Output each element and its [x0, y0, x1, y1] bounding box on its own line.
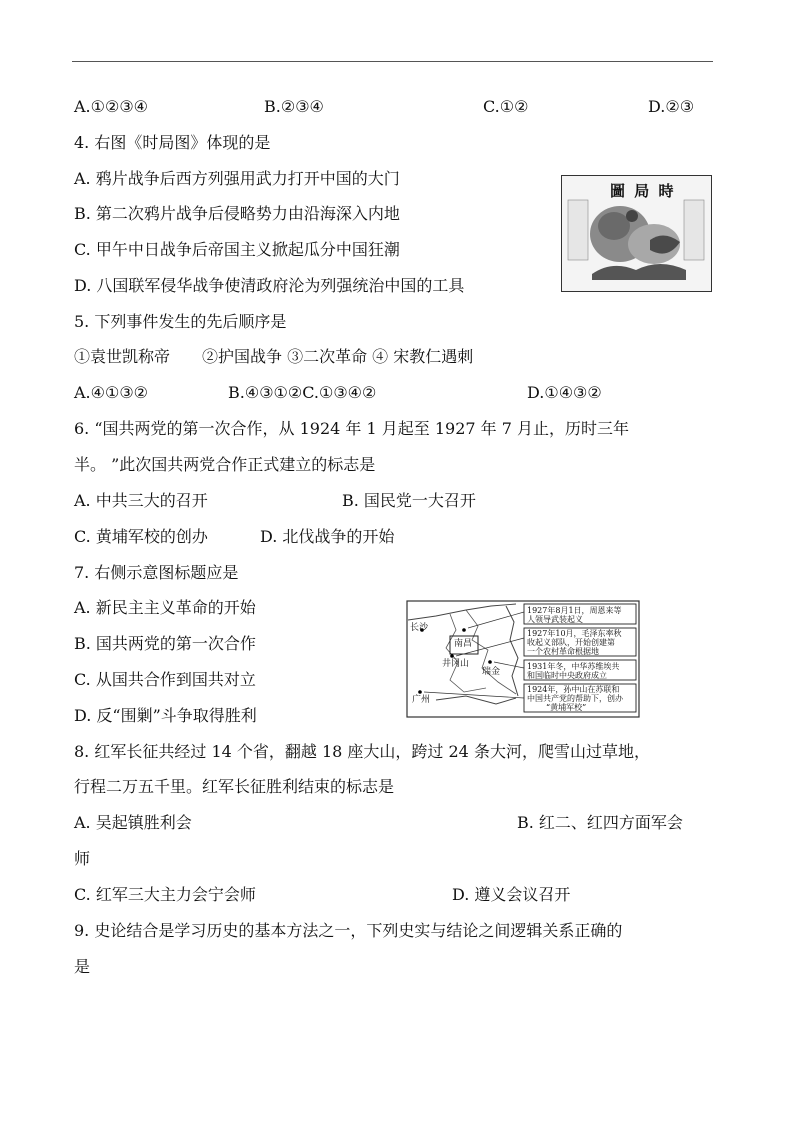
map-note-2-line1: 1927年10月，毛泽东率秋	[527, 629, 622, 638]
map-note-4-line1: 1924年，孙中山在苏联和	[527, 685, 620, 694]
map-note-1-line1: 1927年8月1日，周恩来等	[527, 606, 622, 615]
map-note-3-line1: 1931年冬，中华苏维埃共	[527, 662, 620, 671]
q6-option-d: D. 北伐战争的开始	[260, 527, 395, 546]
q7-option-c: C. 从国共合作到国共对立	[74, 670, 256, 689]
q8-stem-line1: 8. 红军长征共经过 14 个省，翻越 18 座大山，跨过 24 条大河，爬雪山过草地，	[74, 742, 650, 761]
map-city-guangzhou: 广州	[412, 695, 431, 705]
q3-option-d: D.②③	[648, 97, 695, 116]
q6-option-a: A. 中共三大的召开	[74, 491, 208, 510]
q5-options-abc: A.④①③② B.④③①②C.①③④②	[74, 383, 377, 402]
q8-stem-line2: 行程二万五千里。红军长征胜利结束的标志是	[74, 777, 395, 796]
cartoon-illustration	[562, 176, 711, 291]
q3-option-a: A.①②③④	[74, 97, 149, 116]
q6-option-c: C. 黄埔军校的创办	[74, 527, 208, 546]
revolution-map	[406, 600, 640, 718]
cartoon-title: 圖 局 時	[610, 182, 676, 200]
q6-option-b: B. 国民党一大召开	[342, 491, 476, 510]
q8-option-a: A. 吴起镇胜利会	[74, 813, 192, 832]
shiju-cartoon-image	[561, 175, 712, 292]
map-city-nanchang: 南昌	[454, 639, 473, 649]
q8-option-b-wrap: 师	[74, 849, 91, 868]
q3-option-c: C.①②	[483, 97, 529, 116]
map-note-4-line2: 中国共产党的帮助下，创办	[527, 694, 623, 703]
q8-option-c: C. 红军三大主力会宁会师	[74, 885, 256, 904]
q9-stem-line1: 9. 史论结合是学习历史的基本方法之一，下列史实与结论之间逻辑关系正确的	[74, 921, 623, 940]
map-city-jinggangshan: 井冈山	[442, 659, 470, 669]
q7-option-b: B. 国共两党的第一次合作	[74, 634, 256, 653]
q4-option-d: D. 八国联军侵华战争使清政府沦为列强统治中国的工具	[74, 276, 465, 295]
q4-option-a: A. 鸦片战争后西方列强用武力打开中国的大门	[74, 169, 400, 188]
q7-option-a: A. 新民主主义革命的开始	[74, 598, 256, 617]
map-city-ruijin: 瑞金	[482, 667, 501, 677]
map-note-2-line2: 收起义部队，开始创建第	[527, 638, 615, 647]
q4-option-c: C. 甲午中日战争后帝国主义掀起瓜分中国狂潮	[74, 240, 400, 259]
q7-stem: 7. 右侧示意图标题应是	[74, 563, 239, 582]
q8-option-d: D. 遵义会议召开	[452, 885, 571, 904]
q5-option-d: D.①④③②	[527, 383, 602, 402]
q8-option-b: B. 红二、红四方面军会	[517, 813, 683, 832]
map-city-changsha: 长沙	[410, 623, 429, 633]
map-note-1-line2: 人领导武装起义	[527, 615, 583, 624]
q7-option-d: D. 反“围剿”斗争取得胜利	[74, 706, 257, 725]
q3-option-b: B.②③④	[264, 97, 324, 116]
q9-stem-line2: 是	[74, 957, 91, 976]
q4-stem: 4. 右图《时局图》体现的是	[74, 133, 271, 152]
q6-stem-line2: 半。 ”此次国共两党合作正式建立的标志是	[74, 455, 376, 474]
q5-events: ①袁世凯称帝 ②护国战争 ③二次革命 ④ 宋教仁遇刺	[74, 347, 474, 366]
map-note-3-line2: 和国临时中央政府成立	[527, 671, 607, 680]
q4-option-b: B. 第二次鸦片战争后侵略势力由沿海深入内地	[74, 204, 400, 223]
header-rule	[72, 61, 713, 62]
q6-stem-line1: 6. “国共两党的第一次合作，从 1924 年 1 月起至 1927 年 7 月止，历时三年	[74, 419, 630, 438]
map-note-4-line3: “黄埔军校”	[546, 703, 587, 712]
q5-stem: 5. 下列事件发生的先后顺序是	[74, 312, 287, 331]
map-note-2-line3: 一个农村革命根据地	[527, 647, 599, 656]
